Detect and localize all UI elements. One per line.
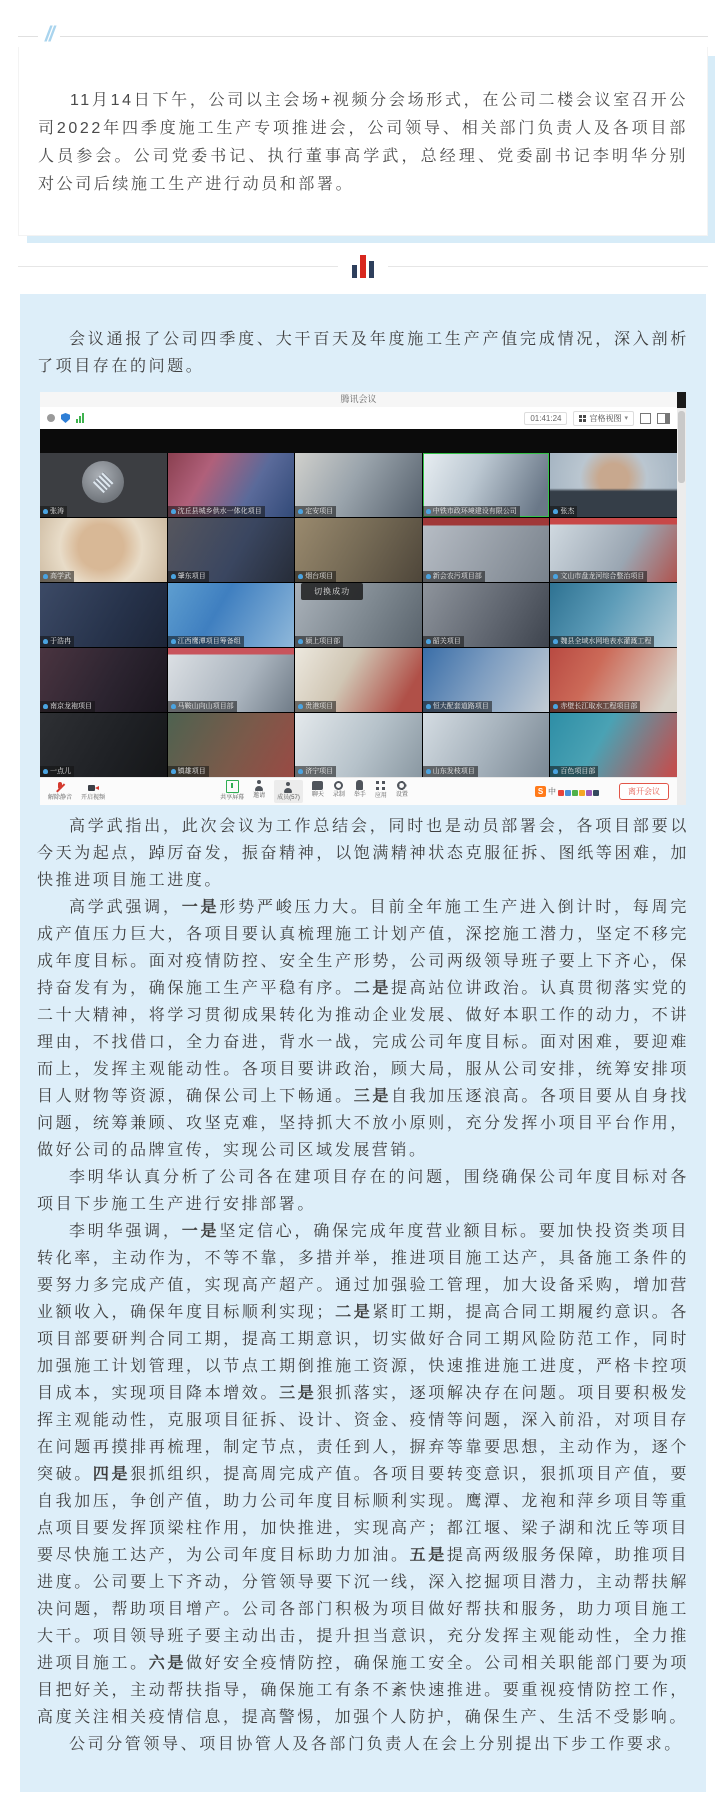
scrollbar-thumb bbox=[678, 411, 685, 483]
participant-name-label: 于浩冉 bbox=[40, 636, 74, 647]
scrollbar-top bbox=[677, 392, 686, 408]
sogou-logo-icon: S bbox=[535, 786, 546, 797]
participant-name-label: 魏县全域水网地表水灌溉工程 bbox=[550, 636, 654, 647]
meeting-participant-tile bbox=[423, 648, 550, 712]
paragraph: 高学武强调，一是形势严峻压力大。目前全年施工生产进入倒计时，每周完成产值压力巨大，各项目要认真梳理施工计划产值，深挖施工潜力，坚定不移完成年度目标。面对疫情防控、安全生产形势，公司两级领导班子要上下齐心，保持奋发有为，确保施工生产平稳有序。二是提高站位讲政治。认真贯彻落实党的二十大精神，将学习贯彻成果转化为推动企业发展、做好本职工作的动力，不讲理由，不找借口，全力奋进，背水一战，完成公司年度目标。面对困难，要迎难而上，发挥主观能动性。各项目要讲政治，顾大局，服从公司安排，统筹安排项目人财物等资源，确保公司上下畅通。三是自我加压逐浪高。各项目要从自身找问题，统筹兼顾、攻坚克难，坚持抓大不放小原则，充分发挥小项目平台作用，做好公司的品牌宣传，实现公司区域发展营销。 bbox=[37, 899, 690, 1159]
ime-tool-icon bbox=[593, 790, 599, 796]
security-shield-icon bbox=[61, 413, 70, 423]
meeting-participant-tile bbox=[168, 453, 295, 517]
person-icon bbox=[298, 574, 303, 579]
meeting-participant-tile bbox=[40, 648, 167, 712]
participant-name-label: 镇雄项目 bbox=[168, 766, 209, 777]
meeting-participant-tile bbox=[295, 453, 422, 517]
participant-name-label: 江西鹰潭项目筹备组 bbox=[168, 636, 244, 647]
participant-name-label: 一点儿 bbox=[40, 766, 74, 777]
person-icon bbox=[426, 639, 431, 644]
ime-tool-icon bbox=[565, 790, 571, 796]
participant-name-label: 颍上项目部 bbox=[295, 636, 343, 647]
participant-name-label: 张涛 bbox=[40, 506, 67, 517]
member-icon bbox=[283, 782, 294, 793]
bar-chart-divider-icon bbox=[352, 254, 374, 278]
gear-button: 设置 bbox=[396, 780, 408, 803]
participant-name-label: 沈丘县城乡供水一体化项目 bbox=[168, 506, 265, 517]
paragraph: 李明华认真分析了公司各在建项目存在的问题，围绕确保公司年度目标对各项目下步施工生产进行安排部署。 bbox=[37, 1169, 689, 1213]
paragraph: 高学武指出，此次会议为工作总结会，同时也是动员部署会，各项目部要以今天为起点，踔厉奋发，振奋精神，以饱满精神状态克服征拆、图纸等困难，加快推进项目施工进度。 bbox=[37, 818, 689, 889]
person-icon bbox=[553, 509, 558, 514]
section-divider bbox=[18, 254, 708, 278]
participant-name-label: 文山市盘龙河综合整治项目 bbox=[550, 571, 647, 582]
ime-tool-icon bbox=[579, 790, 585, 796]
meeting-participant-tile bbox=[295, 648, 422, 712]
ime-tool-icon bbox=[558, 790, 564, 796]
meeting-participant-tile bbox=[423, 583, 550, 647]
participant-name-label: 恒大配套道路项目 bbox=[423, 701, 492, 712]
participant-name-label: 肇东项目 bbox=[168, 571, 209, 582]
participant-name-label: 贵港项目 bbox=[295, 701, 336, 712]
record-status-icon bbox=[47, 414, 55, 422]
meeting-participant-tile bbox=[40, 713, 167, 777]
invite-icon bbox=[254, 780, 265, 791]
meeting-participant-tile bbox=[168, 518, 295, 582]
meeting-participant-tile bbox=[168, 648, 295, 712]
meeting-participant-tile bbox=[550, 713, 677, 777]
letterbox-strip bbox=[40, 429, 677, 453]
paragraph: 李明华强调，一是坚定信心，确保完成年度营业额目标。要加快投资类项目转化率，主动作为，不等不靠，多措并举，推进项目施工达产，具备施工条件的要努力多完成产值，实现高产超产。通过加强验工管理，加大设备采购，增加营业额收入，确保年度目标顺利实现；二是紧盯工期，提高合同工期履约意识。各项目部要研判合同工期，提高工期意识，切实做好合同工期风险防范工作，同时加强施工计划管理，以节点工期倒推施工资源，快速推进施工进度，严格卡控项目成本，实现项目降本增效。三是狠抓落实，逐项解决存在问题。项目要积极发挥主观能动性，克服项目征拆、设计、资金、疫情等问题，深入前沿，对项目存在问题再摸排再梳理，制定节点，责任到人，摒弃等靠要思想，主动作为，逐个突破。四是狠抓组织，提高周完成产值。各项目要转变意识，狠抓项目产值，要自我加压，争创产值，助力公司年度目标顺利实现。鹰潭、龙袍和萍乡项目等重点项目要发挥顶梁柱作用，加快推进，实现高产；都江堰、梁子湖和沈丘等项目要尽快施工达产，为公司年度目标助力加油。五是提高两级服务保障，助推项目进度。公司要上下齐动，分管领导要下沉一线，深入挖掘项目潜力，主动帮扶解决问题，帮助项目增产。公司各部门积极为项目做好帮扶和服务，助力项目施工大干。项目领导班子要主动出击，提升担当意识，充分发挥主观能动性，全力推进项目施工。六是做好安全疫情防控，确保施工安全。公司相关职能部门要为项目把好关，主动帮扶指导，确保施工有条不紊快速推进。要重视疫情防控工作，高度关注相关疫情信息，提高警惕，加强个人防护，确保生产、生活不受影响。 bbox=[37, 1223, 690, 1726]
meeting-participant-tile bbox=[168, 713, 295, 777]
meeting-participant-tile bbox=[550, 518, 677, 582]
apps-icon bbox=[375, 780, 386, 791]
ime-tool-icon bbox=[586, 790, 592, 796]
person-icon bbox=[553, 574, 558, 579]
gear-icon bbox=[397, 781, 406, 790]
quote-card bbox=[18, 47, 708, 236]
participant-name-label: 百色项目部 bbox=[550, 766, 598, 777]
mic-off-button: 解除静音 bbox=[48, 782, 72, 801]
quote-rule-left bbox=[18, 36, 38, 37]
network-signal-icon bbox=[76, 413, 84, 423]
person-icon bbox=[298, 639, 303, 644]
person-icon bbox=[426, 769, 431, 774]
meeting-window-title: 腾讯会议 bbox=[40, 392, 677, 407]
apps-button: 应用 bbox=[375, 780, 387, 803]
ime-mode-label: 中 bbox=[548, 787, 556, 796]
cam-off-icon bbox=[88, 782, 99, 793]
person-icon bbox=[426, 509, 431, 514]
divider-line-left bbox=[18, 266, 338, 267]
participant-name-label: 新会农污项目部 bbox=[423, 571, 485, 582]
invite-button: 邀请 bbox=[253, 780, 265, 803]
participant-name-label: 张杰 bbox=[550, 506, 577, 517]
person-icon bbox=[426, 574, 431, 579]
person-icon bbox=[426, 704, 431, 709]
fullscreen-icon bbox=[640, 413, 651, 424]
hand-icon bbox=[356, 780, 363, 790]
person-icon bbox=[553, 639, 558, 644]
person-icon bbox=[298, 769, 303, 774]
record-icon bbox=[334, 781, 343, 790]
participant-name-label: 高学武 bbox=[40, 571, 74, 582]
participant-name-label: 中铁市政环境建设有限公司 bbox=[423, 506, 520, 517]
participant-name-label: 马鞍山向山项目部 bbox=[168, 701, 237, 712]
meeting-participant-tile bbox=[423, 713, 550, 777]
article-paragraphs bbox=[37, 813, 689, 1758]
meeting-participant-tile bbox=[423, 518, 550, 582]
member-button: 成员(57) bbox=[274, 780, 303, 803]
ime-toolbar bbox=[535, 783, 600, 801]
meeting-duration: 01:41:24 bbox=[524, 412, 567, 425]
share-button: 共享屏幕 bbox=[220, 780, 244, 803]
person-icon bbox=[43, 769, 48, 774]
hand-button: 举手 bbox=[354, 780, 366, 803]
participant-name-label: 南京龙袍项目 bbox=[40, 701, 95, 712]
quote-rule-right bbox=[60, 36, 708, 37]
leave-meeting-button: 离开会议 bbox=[619, 783, 669, 800]
record-button: 录制 bbox=[333, 780, 345, 803]
meeting-grid bbox=[40, 453, 677, 777]
person-icon bbox=[171, 704, 176, 709]
quote-header bbox=[18, 23, 708, 47]
person-icon bbox=[171, 574, 176, 579]
quote-section bbox=[18, 23, 708, 236]
person-icon bbox=[553, 769, 558, 774]
cam-off-button: 开启视频 bbox=[81, 782, 105, 801]
quote-text: 11月14日下午，公司以主会场+视频分会场形式，在公司二楼会议室召开公司2022年四季度施工生产专项推进会，公司领导、相关部门负责人及各项目部人员参会。公司党委书记、执行董事高学武，总经理、党委副书记李明华分别对公司后续施工生产进行动员和部署。 bbox=[38, 92, 688, 193]
meeting-participant-tile bbox=[168, 583, 295, 647]
divider-line-right bbox=[388, 266, 708, 267]
scrollbar bbox=[677, 392, 686, 805]
meeting-participant-tile bbox=[295, 713, 422, 777]
chat-icon bbox=[312, 781, 323, 790]
share-icon bbox=[226, 780, 239, 793]
person-icon bbox=[298, 704, 303, 709]
meeting-participant-tile bbox=[550, 583, 677, 647]
meeting-participant-tile bbox=[40, 583, 167, 647]
participant-name-label: 烟台项目 bbox=[295, 571, 336, 582]
meeting-window bbox=[40, 392, 677, 805]
participant-name-label: 赤壁长江取水工程项目部 bbox=[550, 701, 640, 712]
meeting-participant-tile bbox=[295, 518, 422, 582]
ime-tool-icon bbox=[572, 790, 578, 796]
layout-panel-icon bbox=[657, 413, 670, 424]
person-icon bbox=[43, 704, 48, 709]
meeting-participant-tile bbox=[423, 453, 550, 517]
intro-paragraph: 会议通报了公司四季度、大干百天及年度施工生产产值完成情况，深入剖析了项目存在的问题。 bbox=[37, 331, 689, 375]
person-icon bbox=[298, 509, 303, 514]
meeting-top-toolbar bbox=[40, 407, 677, 429]
meeting-screenshot-image[interactable] bbox=[40, 392, 686, 805]
meeting-participant-tile bbox=[550, 453, 677, 517]
meeting-participant-tile bbox=[40, 518, 167, 582]
person-icon bbox=[43, 509, 48, 514]
paragraph: 公司分管领导、项目协管人及各部门负责人在会上分别提出下步工作要求。 bbox=[69, 1736, 683, 1753]
participant-name-label: 山东发枝项目 bbox=[423, 766, 478, 777]
participant-name-label: 定安项目 bbox=[295, 506, 336, 517]
article-section bbox=[20, 294, 706, 1792]
person-icon bbox=[43, 574, 48, 579]
person-icon bbox=[43, 639, 48, 644]
person-icon bbox=[171, 639, 176, 644]
participant-name-label: 济宁项目 bbox=[295, 766, 336, 777]
toast-message: 切换成功 bbox=[301, 583, 363, 600]
chat-button: 聊天 bbox=[312, 780, 324, 803]
participant-name-label: 韶关项目 bbox=[423, 636, 464, 647]
meeting-participant-tile bbox=[40, 453, 167, 517]
meeting-participant-tile bbox=[550, 648, 677, 712]
grid-view-selector: 宫格视图 ▾ bbox=[573, 411, 634, 426]
person-icon bbox=[553, 704, 558, 709]
meeting-bottom-toolbar bbox=[40, 777, 677, 805]
chevron-down-icon: ▾ bbox=[624, 415, 628, 422]
quote-slashes-icon: // bbox=[45, 23, 53, 46]
grid-view-icon bbox=[579, 415, 586, 422]
person-icon bbox=[171, 509, 176, 514]
mic-off-icon bbox=[55, 782, 66, 793]
person-icon bbox=[171, 769, 176, 774]
